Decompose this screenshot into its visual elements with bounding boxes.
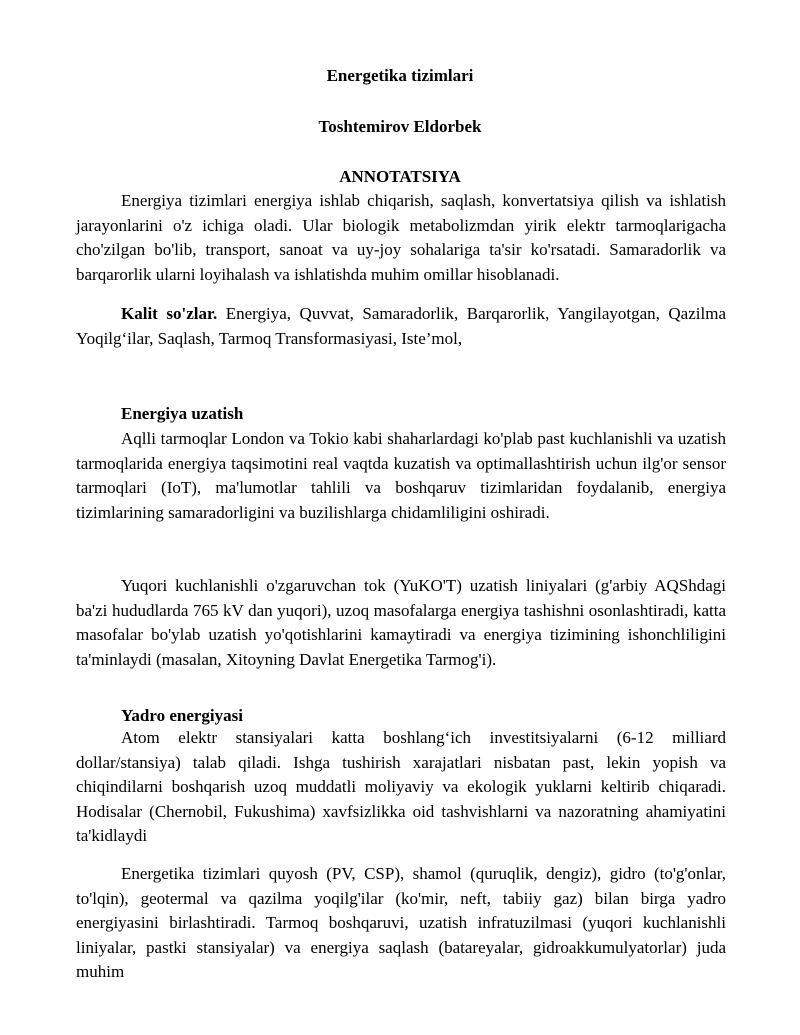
annotation-heading: ANNOTATSIYA	[339, 167, 461, 186]
section1-paragraph-1: Aqlli tarmoqlar London va Tokio kabi shaharlardagi ko'plab past kuchlanishli va uzatish tarmoqlarida energiya taqsimotini real vaqtda kuzatish va optimallashtirish uchun ilg'or sensor tarmoqlari (IoT), ma'lumotlar tahlili va boshqaruv tizimlaridan foydalanib, energiya tizimlarining samaradorligini va buzilishlarga chidamliligini oshiradi.	[76, 429, 726, 522]
annotation-paragraph: Energiya tizimlari energiya ishlab chiqarish, saqlash, konvertatsiya qilish va ishlatish jarayonlarini o'z ichiga oladi. Ular biologik metabolizmdan yirik elektr tarmoqlarigacha cho'zilgan bo'lib, transport, sanoat va uy-joy sohalariga ta'sir ko'rsatadi. Samaradorlik va barqarorlik ularni loyihalash va ishlatishda muhim omillar hisoblanadi.	[76, 191, 726, 284]
section2-paragraph-2: Energetika tizimlari quyosh (PV, CSP), shamol (quruqlik, dengiz), gidro (to'g'onlar, to'lqin), geotermal va qazilma yoqilg'ilar (ko'mir, neft, tabiiy gaz) bilan birga yadro energiyasini birlashtiradi. Tarmoq boshqaruvi, uzatish infratuzilmasi (yuqori kuchlanishli liniyalar, pastki stansiyalar) va energiya saqlash (batareyalar, gidroakkumulyatorlar) juda muhim	[76, 864, 726, 981]
section-heading-nuclear-energy: Yadro energiyasi	[121, 706, 243, 725]
author-name: Toshtemirov Eldorbek	[318, 117, 482, 136]
document-title: Energetika tizimlari	[326, 66, 474, 85]
keywords-label: Kalit so'zlar.	[121, 304, 218, 323]
section2-paragraph-1: Atom elektr stansiyalari katta boshlang‘ich investitsiyalarni (6-12 milliard dollar/stansiya) talab qiladi. Ishga tushirish xarajatlari nisbatan past, lekin yopish va chiqindilarni boshqarish uzoq muddatli moliyaviy va ekologik yuklarni keltirib chiqaradi. Hodisalar (Chernobil, Fukushima) xavfsizlikka oid tashvishlarni va nazoratning ahamiyatini ta'kidlaydi	[76, 728, 726, 845]
keywords-text: Energiya, Quvvat, Samaradorlik, Barqarorlik, Yangilayotgan, Qazilma Yoqilg‘ilar, Saqlash, Tarmoq Transformasiyasi, Iste’mol,	[76, 304, 726, 348]
section-heading-energy-transmission: Energiya uzatish	[121, 404, 244, 423]
section1-paragraph-2: Yuqori kuchlanishli o'zgaruvchan tok (YuKO'T) uzatish liniyalari (g'arbiy AQShdagi ba'zi hududlarda 765 kV dan yuqori), uzoq masofalarga energiya tashishni osonlashtiradi, katta masofalar bo'ylab uzatish yo'qotishlarini kamaytiradi va energiya tizimining ishonchliligini ta'minlaydi (masalan, Xitoyning Davlat Energetika Tarmog'i).	[76, 576, 726, 669]
keywords-paragraph	[76, 302, 726, 351]
